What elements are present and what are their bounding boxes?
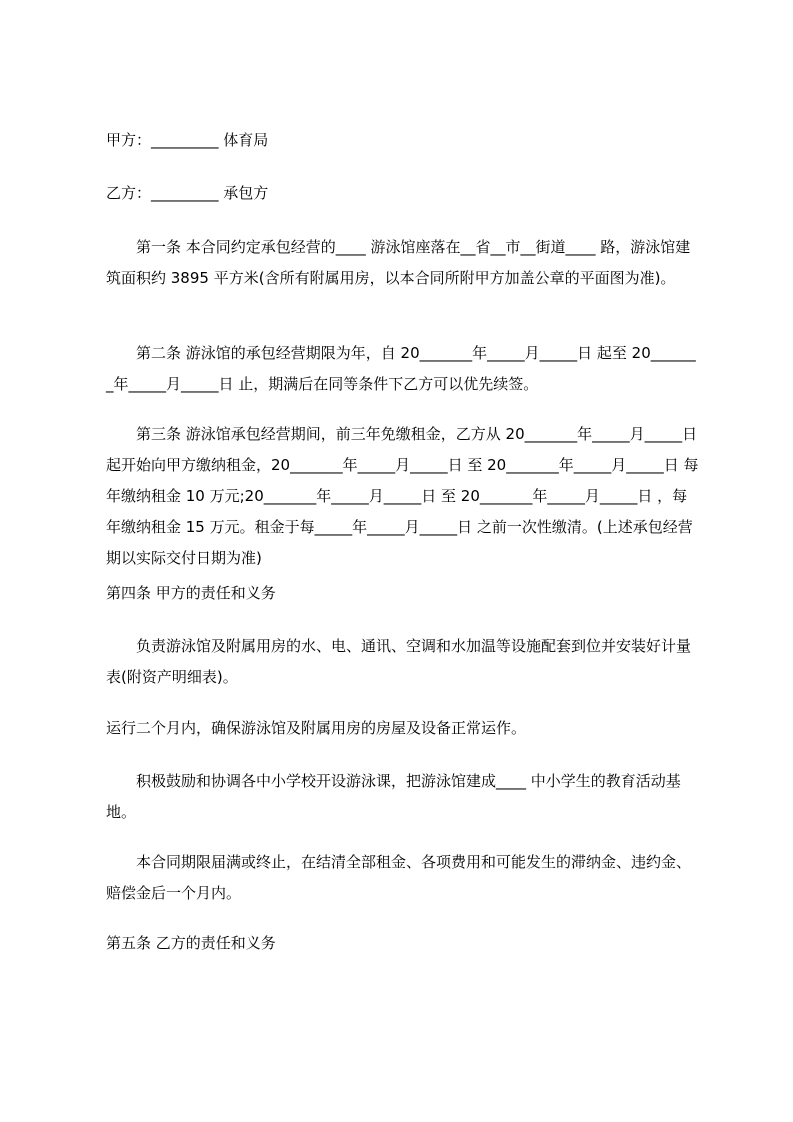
article-4-item-4: 本合同期限届满或终止，在结清全部租金、各项费用和可能发生的滞纳金、违约金、赔偿金后一个月内。 bbox=[106, 853, 692, 902]
party-a-line: 甲方：_________ 体育局 bbox=[106, 131, 269, 149]
article-4-item-3: 积极鼓励和协调各中小学校开设游泳课，把游泳馆建成____ 中小学生的教育活动基地。 bbox=[106, 772, 681, 821]
article-4-item-2: 运行二个月内，确保游泳馆及附属用房的房屋及设备正常运作。 bbox=[106, 719, 527, 737]
party-b-line: 乙方：_________ 承包方 bbox=[106, 184, 269, 202]
article-5-title: 第五条 乙方的责任和义务 bbox=[106, 934, 276, 952]
article-3-paragraph: 第三条 游泳馆承包经营期间，前三年免缴租金，乙方从 20_______年_____月_____日 起开始向甲方缴纳租金，20_______年_____月_____日 至 20_______年_____月_____日 每年缴纳租金 10 万元;20_______年_____月_____日 至 20_______年_____月_____日 ，每年缴纳租金 15 万元。租金于每_____年_____月_____日 之前一次性缴清。(上述承包经营期以实际交付日期为准) bbox=[106, 425, 702, 567]
article-4-title: 第四条 甲方的责任和义务 bbox=[106, 584, 276, 602]
article-2-paragraph: 第二条 游泳馆的承包经营期限为年，自 20_______年_____月_____日 起至 20_______年_____月_____日 止，期满后在同等条件下乙方可以优先续签。 bbox=[106, 344, 696, 393]
article-4-item-1: 负责游泳馆及附属用房的水、电、通讯、空调和水加温等设施配套到位并安装好计量表(附资产明细表)。 bbox=[106, 637, 692, 686]
article-1-paragraph: 第一条 本合同约定承包经营的____ 游泳馆座落在__省__市__街道____ 路，游泳馆建筑面积约 3895 平方米(含所有附属用房，以本合同所附甲方加盖公章的平面图为准)。 bbox=[106, 238, 691, 287]
